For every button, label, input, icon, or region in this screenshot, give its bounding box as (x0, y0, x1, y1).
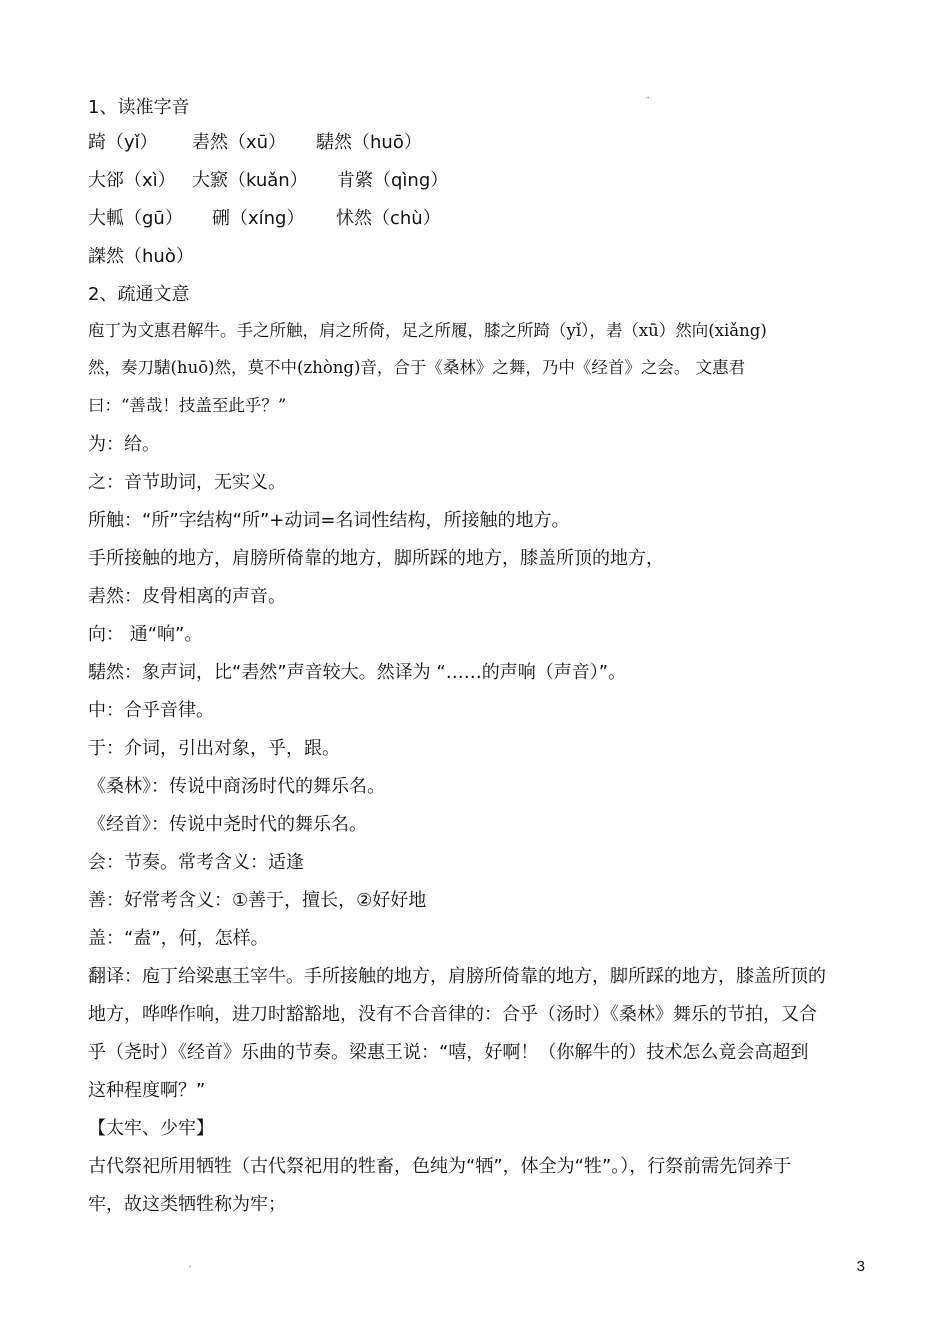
pron-item: 砉然（xū） (192, 132, 287, 153)
note-line: 騞然：象声词，比“砉然”声音较大。然译为 “……的声响（声音）”。 (88, 662, 627, 683)
section-2-title: 2、疏通文意 (88, 284, 190, 305)
note-line: 砉然：皮骨相离的声音。 (88, 586, 286, 607)
top-mark: ˮ (646, 96, 650, 104)
section-3-title: 【太牢、少牢】 (88, 1118, 214, 1139)
translation-line: 地方，哗哗作响，进刀时豁豁地，没有不合音律的：合乎（汤时）《桑林》舞乐的节拍，又合 (88, 1004, 817, 1025)
note-line: 《经首》：传说中尧时代的舞乐名。 (88, 814, 367, 835)
passage-line: 庖丁为文惠君解牛。手之所触，肩之所倚，足之所履，膝之所踦（yǐ），砉（xū）然向(xiǎng) (88, 321, 767, 340)
translation-line: 这种程度啊？” (88, 1080, 206, 1101)
note-line: 会：节奏。常考含义：适逢 (88, 852, 304, 873)
pronunciation-row-1 (88, 131, 422, 155)
pron-item: 大窾（kuǎn） (192, 170, 308, 191)
translation-line: 翻译：庖丁给梁惠王宰牛。手所接触的地方，肩膀所倚靠的地方，脚所踩的地方，膝盖所顶的 (88, 966, 826, 987)
pronunciation-row-2 (88, 169, 448, 193)
passage-line: 然，奏刀騞(huō)然，莫不中(zhòng)音，合于《桑林》之舞，乃中《经首》之会。 文惠君 (88, 358, 746, 377)
passage-line: 曰：“善哉！技盖至此乎？” (88, 396, 287, 415)
pron-item: 硎（xíng） (212, 208, 305, 229)
note-line: 向： 通“响”。 (88, 624, 203, 645)
section-1-title: 1、读准字音 (88, 97, 190, 118)
pronunciation-row-4: 謋然（huò） (88, 246, 194, 267)
pron-item: 怵然（chù） (336, 208, 441, 229)
pron-item: 踦（yǐ） (88, 132, 158, 153)
note-line: 善：好常考含义：①善于，擅长，②好好地 (88, 890, 427, 911)
note-line: 之：音节助词，无实义。 (88, 472, 286, 493)
page-number: 3 (856, 1258, 865, 1275)
note-line: 所触：“所”字结构“所”+动词=名词性结构，所接触的地方。 (88, 510, 570, 531)
note-line: 《桑林》：传说中商汤时代的舞乐名。 (88, 776, 385, 797)
section-3-line: 古代祭祀所用牺牲（古代祭祀用的牲畜，色纯为“牺”，体全为“牲”。），行祭前需先饲养于 (88, 1156, 792, 1177)
pron-item: 騞然（huō） (316, 132, 422, 153)
pron-item: 肯綮（qìng） (337, 170, 449, 191)
pron-item: 大郤（xì） (88, 170, 176, 191)
note-line: 盖：“盍”，何，怎样。 (88, 928, 269, 949)
note-line: 中：合乎音律。 (88, 700, 214, 721)
translation-line: 乎（尧时）《经首》乐曲的节奏。梁惠王说：“嘻，好啊！（你解牛的）技术怎么竟会高超到 (88, 1042, 809, 1063)
section-3-line: 牢，故这类牺牲称为牢； (88, 1194, 286, 1215)
bottom-mark: ˮ (188, 1265, 192, 1273)
note-line: 于：介词，引出对象，乎，跟。 (88, 738, 340, 759)
note-line: 为：给。 (88, 434, 160, 455)
pronunciation-row-3 (88, 207, 441, 231)
pron-item: 大軱（gū） (88, 208, 183, 229)
note-line: 手所接触的地方，肩膀所倚靠的地方，脚所踩的地方，膝盖所顶的地方， (88, 548, 664, 569)
